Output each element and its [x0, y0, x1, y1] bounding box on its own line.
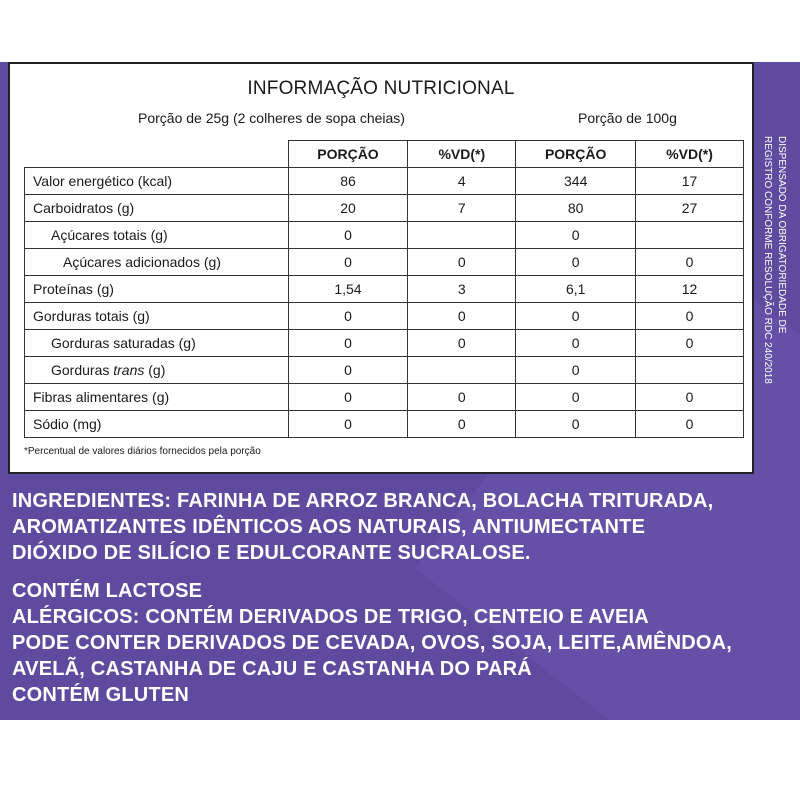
table-row [25, 357, 744, 384]
vd-footnote: *Percentual de valores diários fornecidos pela porção [24, 446, 261, 457]
header-vd-100g: %VD(*) [636, 141, 744, 168]
nutrient-name: Carboidratos (g) [25, 195, 289, 222]
nutrient-name: Açúcares adicionados (g) [25, 249, 289, 276]
value-cell: 0 [636, 411, 744, 438]
value-cell [636, 222, 744, 249]
value-cell: 4 [408, 168, 516, 195]
value-cell: 0 [408, 303, 516, 330]
table-row [25, 222, 744, 249]
table-row [25, 384, 744, 411]
allergens-text [12, 578, 782, 708]
table-row [25, 411, 744, 438]
nutrition-title: INFORMAÇÃO NUTRICIONAL [247, 78, 515, 99]
value-cell: 0 [516, 222, 636, 249]
table-row [25, 195, 744, 222]
table-row [25, 168, 744, 195]
value-cell: 0 [408, 249, 516, 276]
value-cell: 27 [636, 195, 744, 222]
value-cell: 0 [636, 384, 744, 411]
header-blank-cell [25, 141, 289, 168]
value-cell: 0 [408, 411, 516, 438]
allergens-line: CONTÉM LACTOSE [12, 580, 203, 602]
value-cell: 0 [636, 330, 744, 357]
nutrition-table [24, 140, 744, 438]
value-cell: 1,54 [288, 276, 408, 303]
value-cell: 0 [408, 384, 516, 411]
nutrient-name: Gorduras saturadas (g) [25, 330, 289, 357]
nutrient-name-italic: trans [113, 362, 145, 378]
header-vd-25g: %VD(*) [408, 141, 516, 168]
nutrient-name: Proteínas (g) [25, 276, 289, 303]
allergens-line: PODE CONTER DERIVADOS DE CEVADA, OVOS, SOJA, LEITE,AMÊNDOA, [12, 632, 733, 654]
value-cell: 17 [636, 168, 744, 195]
value-cell: 0 [408, 330, 516, 357]
nutrition-facts-label [8, 62, 754, 474]
allergens-line: AVELÃ, CASTANHA DE CAJU E CASTANHA DO PARÁ [12, 658, 532, 680]
value-cell: 0 [288, 357, 408, 384]
registration-note-line: REGISTRO CONFORME RESOLUÇÃO RDC 240/2018 [762, 136, 773, 384]
value-cell: 0 [516, 357, 636, 384]
value-cell: 0 [288, 411, 408, 438]
registration-exemption-note [752, 136, 788, 436]
nutrient-name: Fibras alimentares (g) [25, 384, 289, 411]
value-cell: 12 [636, 276, 744, 303]
nutrient-name: Açúcares totais (g) [25, 222, 289, 249]
nutrient-name-prefix: Gorduras [51, 362, 114, 378]
value-cell: 7 [408, 195, 516, 222]
value-cell [408, 357, 516, 384]
table-header-row [25, 141, 744, 168]
value-cell: 3 [408, 276, 516, 303]
value-cell: 0 [636, 249, 744, 276]
nutrient-name [25, 357, 289, 384]
value-cell: 0 [516, 249, 636, 276]
value-cell [408, 222, 516, 249]
value-cell: 0 [288, 384, 408, 411]
ingredients-line: INGREDIENTES: FARINHA DE ARROZ BRANCA, BOLACHA TRITURADA, [12, 490, 714, 512]
header-portion-100g: PORÇÃO [516, 141, 636, 168]
ingredients-line: AROMATIZANTES IDÊNTICOS AOS NATURAIS, ANTIUMECTANTE [12, 516, 646, 538]
registration-note-line: DISPENSADO DA OBRIGATORIEDADE DE [776, 136, 787, 334]
value-cell: 80 [516, 195, 636, 222]
allergens-line: CONTÉM GLUTEN [12, 684, 190, 706]
value-cell: 0 [288, 249, 408, 276]
header-portion-25g: PORÇÃO [288, 141, 408, 168]
portion-25g-label: Porção de 25g (2 colheres de sopa cheias) [138, 110, 405, 126]
value-cell [636, 357, 744, 384]
allergens-line: ALÉRGICOS: CONTÉM DERIVADOS DE TRIGO, CENTEIO E AVEIA [12, 606, 649, 628]
ingredients-line: DIÓXIDO DE SILÍCIO E EDULCORANTE SUCRALOSE. [12, 542, 531, 564]
value-cell: 0 [516, 330, 636, 357]
value-cell: 20 [288, 195, 408, 222]
table-row [25, 276, 744, 303]
value-cell: 344 [516, 168, 636, 195]
value-cell: 0 [288, 222, 408, 249]
value-cell: 0 [516, 303, 636, 330]
value-cell: 0 [288, 330, 408, 357]
value-cell: 0 [636, 303, 744, 330]
value-cell: 0 [516, 411, 636, 438]
portion-100g-label: Porção de 100g [578, 110, 677, 126]
value-cell: 0 [516, 384, 636, 411]
value-cell: 6,1 [516, 276, 636, 303]
value-cell: 0 [288, 303, 408, 330]
nutrient-name: Valor energético (kcal) [25, 168, 289, 195]
ingredients-text [12, 488, 782, 566]
table-row [25, 303, 744, 330]
value-cell: 86 [288, 168, 408, 195]
nutrient-name-suffix: (g) [144, 362, 166, 378]
table-row [25, 249, 744, 276]
table-row [25, 330, 744, 357]
nutrient-name: Gorduras totais (g) [25, 303, 289, 330]
nutrient-name: Sódio (mg) [25, 411, 289, 438]
